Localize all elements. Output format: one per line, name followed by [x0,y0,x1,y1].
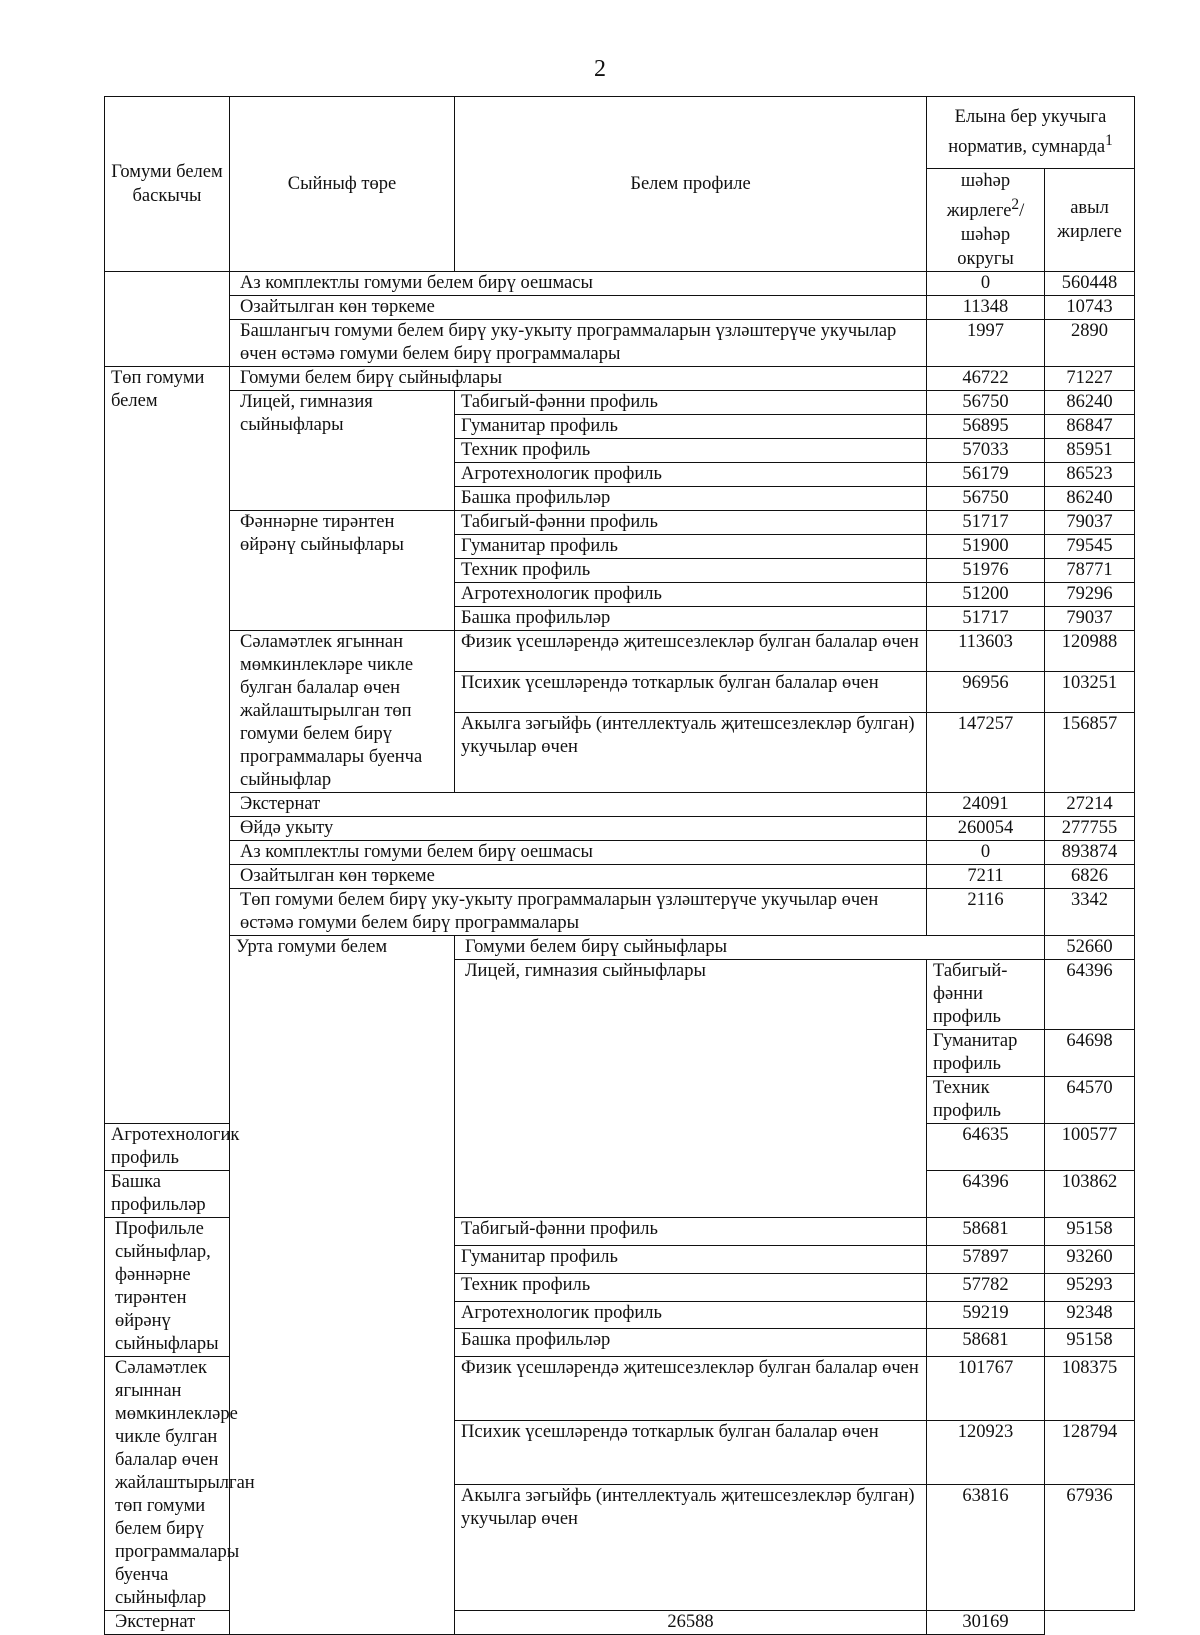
rural-value: 27214 [1045,793,1135,817]
profile-name: Табигый-фәнни профиль [455,1218,927,1246]
header-norm-text: Елына бер укучыга норматив, сумнарда [948,107,1107,158]
rural-value: 92348 [1045,1301,1135,1329]
urban-value: 56895 [927,415,1045,439]
profile-name: Психик үсешләрендә тоткарлык булган балалар өчен [455,1421,927,1485]
table-row [105,889,1135,936]
rural-value: 86240 [1045,487,1135,511]
table-row [105,511,1135,535]
profile-name: Агротехнологик профиль [455,583,927,607]
table-row [105,793,1135,817]
profile-name: Табигый-фәнни профиль [927,960,1045,1030]
rural-value: 79545 [1045,535,1135,559]
urban-value: 57033 [927,439,1045,463]
rural-value: 100577 [1045,1124,1135,1171]
profile-name: Башка профильләр [455,1329,927,1357]
rural-value: 128794 [1045,1421,1135,1485]
table-row [105,841,1135,865]
rural-value: 120988 [1045,631,1135,672]
footnote-marker-2: 2 [1011,196,1020,213]
table-row [105,1611,1135,1635]
class-group: Лицей, гимназия сыйныфлары [230,391,455,511]
rural-value: 79037 [1045,607,1135,631]
urban-value: 24091 [927,793,1045,817]
urban-value: 51976 [927,559,1045,583]
rural-value: 86523 [1045,463,1135,487]
profile-name: Техник профиль [455,439,927,463]
profile-name: Башка профильләр [105,1171,230,1218]
urban-value: 46722 [927,367,1045,391]
urban-value: 64570 [1045,1077,1135,1124]
header-norm [927,97,1135,169]
profile-name: Техник профиль [455,1273,927,1301]
rural-value: 95293 [1045,1273,1135,1301]
profile-name: Физик үсешләрендә җитешсезлекләр булган балалар өчен [455,631,927,672]
class-group: Лицей, гимназия сыйныфлары [455,960,927,1218]
page-number: 2 [594,56,606,82]
profile-name: Гуманитар профиль [455,415,927,439]
row-label: Экстернат [230,793,927,817]
urban-value: 56750 [927,487,1045,511]
header-rural: авыл жирлеге [1045,169,1135,272]
urban-value: 64396 [1045,960,1135,1030]
urban-value: 11348 [927,296,1045,320]
urban-value: 64698 [1045,1030,1135,1077]
profile-name: Табигый-фәнни профиль [455,511,927,535]
table-row [105,272,1135,296]
urban-value: 58681 [927,1218,1045,1246]
urban-value: 64635 [927,1124,1045,1171]
profile-name: Физик үсешләрендә җитешсезлекләр булган балалар өчен [455,1357,927,1421]
stage-cell-empty [105,272,230,367]
footnote-marker-1: 1 [1105,132,1113,150]
urban-value: 51717 [927,511,1045,535]
urban-value: 120923 [927,1421,1045,1485]
urban-value: 0 [927,272,1045,296]
urban-value: 64396 [927,1171,1045,1218]
rural-value: 2890 [1045,320,1135,367]
rural-value: 6826 [1045,865,1135,889]
profile-name: Гуманитар профиль [927,1030,1045,1077]
row-label: Төп гомуми белем бирү уку-укыту программаларын үзләштерүче укучылар өчен өстәмә гомуми белем бирү программалары [230,889,927,936]
urban-value: 0 [927,841,1045,865]
urban-value: 59219 [927,1301,1045,1329]
profile-name: Техник профиль [455,559,927,583]
class-group: Профильле сыйныфлар, фәннәрне тирәнтен өйрәнү сыйныфлары [105,1218,230,1357]
header-urban-text: шәһәр жирлеге [946,171,1012,222]
profile-name: Башка профильләр [455,487,927,511]
header-class-type: Сыйныф төре [230,97,455,272]
stage-cell: Төп гомуми белем [105,367,230,1124]
urban-value: 63816 [927,1485,1045,1611]
urban-value: 147257 [927,713,1045,793]
table-row [105,391,1135,415]
urban-value: 1997 [927,320,1045,367]
profile-name: Психик үсешләрендә тоткарлык булган балалар өчен [455,672,927,713]
row-label: Озайтылган көн төркеме [230,296,927,320]
header-profile: Белем профиле [455,97,927,272]
rural-value: 103862 [1045,1171,1135,1218]
rural-value: 10743 [1045,296,1135,320]
profile-name: Табигый-фәнни профиль [455,391,927,415]
rural-value: 95158 [1045,1329,1135,1357]
rural-value: 95158 [1045,1218,1135,1246]
rural-value: 156857 [1045,713,1135,793]
rural-value: 277755 [1045,817,1135,841]
class-group: Фәннәрне тирәнтен өйрәнү сыйныфлары [230,511,455,631]
header-stage: Гомуми белем баскычы [105,97,230,272]
urban-value: 260054 [927,817,1045,841]
profile-name: Башка профильләр [455,607,927,631]
table-row [105,320,1135,367]
rural-value: 560448 [1045,272,1135,296]
profile-name: Гуманитар профиль [455,535,927,559]
header-urban-tail: / шәһәр округы [957,201,1025,270]
stage-cell: Урта гомуми белем [230,936,455,1635]
table-row [105,367,1135,391]
urban-value: 57897 [927,1245,1045,1273]
row-label: Башлангыч гомуми белем бирү уку-укыту программаларын үзләштерүче укучылар өчен өстәмә гомуми белем бирү программалары [230,320,927,367]
urban-value: 52660 [1045,936,1135,960]
rural-value: 71227 [1045,367,1135,391]
urban-value: 113603 [927,631,1045,672]
class-group: Сәламәтлек ягыннан мөмкинлекләре чикле булган балалар өчен жайлаштырылган төп гомуми белем бирү программалары буенча сыйныфлар [105,1357,230,1611]
rural-value: 85951 [1045,439,1135,463]
rural-value: 67936 [1045,1485,1135,1611]
row-label: Экстернат [105,1611,455,1635]
table-row [105,296,1135,320]
urban-value: 2116 [927,889,1045,936]
profile-name: Агротехнологик профиль [455,1301,927,1329]
urban-value: 58681 [927,1329,1045,1357]
urban-value: 56179 [927,463,1045,487]
class-group: Сәламәтлек ягыннан мөмкинлекләре чикле булган балалар өчен жайлаштырылган төп гомуми белем бирү программалары буенча сыйныфлар [230,631,455,793]
row-label: Озайтылган көн төркеме [230,865,927,889]
profile-name: Техник профиль [927,1077,1045,1124]
rural-value: 86240 [1045,391,1135,415]
rural-value: 79296 [1045,583,1135,607]
profile-name: Гуманитар профиль [455,1245,927,1273]
rural-value: 108375 [1045,1357,1135,1421]
urban-value: 51200 [927,583,1045,607]
urban-value: 26588 [455,1611,927,1635]
profile-name: Акылга зәгыйфь (интеллектуаль җитешсезлекләр булган) укучылар өчен [455,1485,927,1611]
urban-value: 51900 [927,535,1045,559]
rural-value: 86847 [1045,415,1135,439]
row-label: Гомуми белем бирү сыйныфлары [230,367,927,391]
table-body [105,272,1135,1635]
header-urban [927,169,1045,272]
rural-value: 30169 [927,1611,1045,1635]
urban-value: 96956 [927,672,1045,713]
rural-value: 78771 [1045,559,1135,583]
table-row [105,817,1135,841]
row-label: Өйдә укыту [230,817,927,841]
row-label: Аз комплектлы гомуми белем бирү оешмасы [230,841,927,865]
normative-table [104,96,1135,1635]
rural-value: 893874 [1045,841,1135,865]
table-row [105,865,1135,889]
urban-value: 101767 [927,1357,1045,1421]
profile-name: Агротехнологик профиль [455,463,927,487]
rural-value: 3342 [1045,889,1135,936]
profile-name: Агротехнологик профиль [105,1124,230,1171]
table-row [105,936,1135,960]
row-label: Гомуми белем бирү сыйныфлары [455,936,1045,960]
rural-value: 93260 [1045,1245,1135,1273]
profile-name: Акылга зәгыйфь (интеллектуаль җитешсезлекләр булган) укучылар өчен [455,713,927,793]
rural-value: 79037 [1045,511,1135,535]
urban-value: 57782 [927,1273,1045,1301]
urban-value: 56750 [927,391,1045,415]
rural-value: 103251 [1045,672,1135,713]
urban-value: 51717 [927,607,1045,631]
row-label: Аз комплектлы гомуми белем бирү оешмасы [230,272,927,296]
table-row [105,631,1135,672]
urban-value: 7211 [927,865,1045,889]
